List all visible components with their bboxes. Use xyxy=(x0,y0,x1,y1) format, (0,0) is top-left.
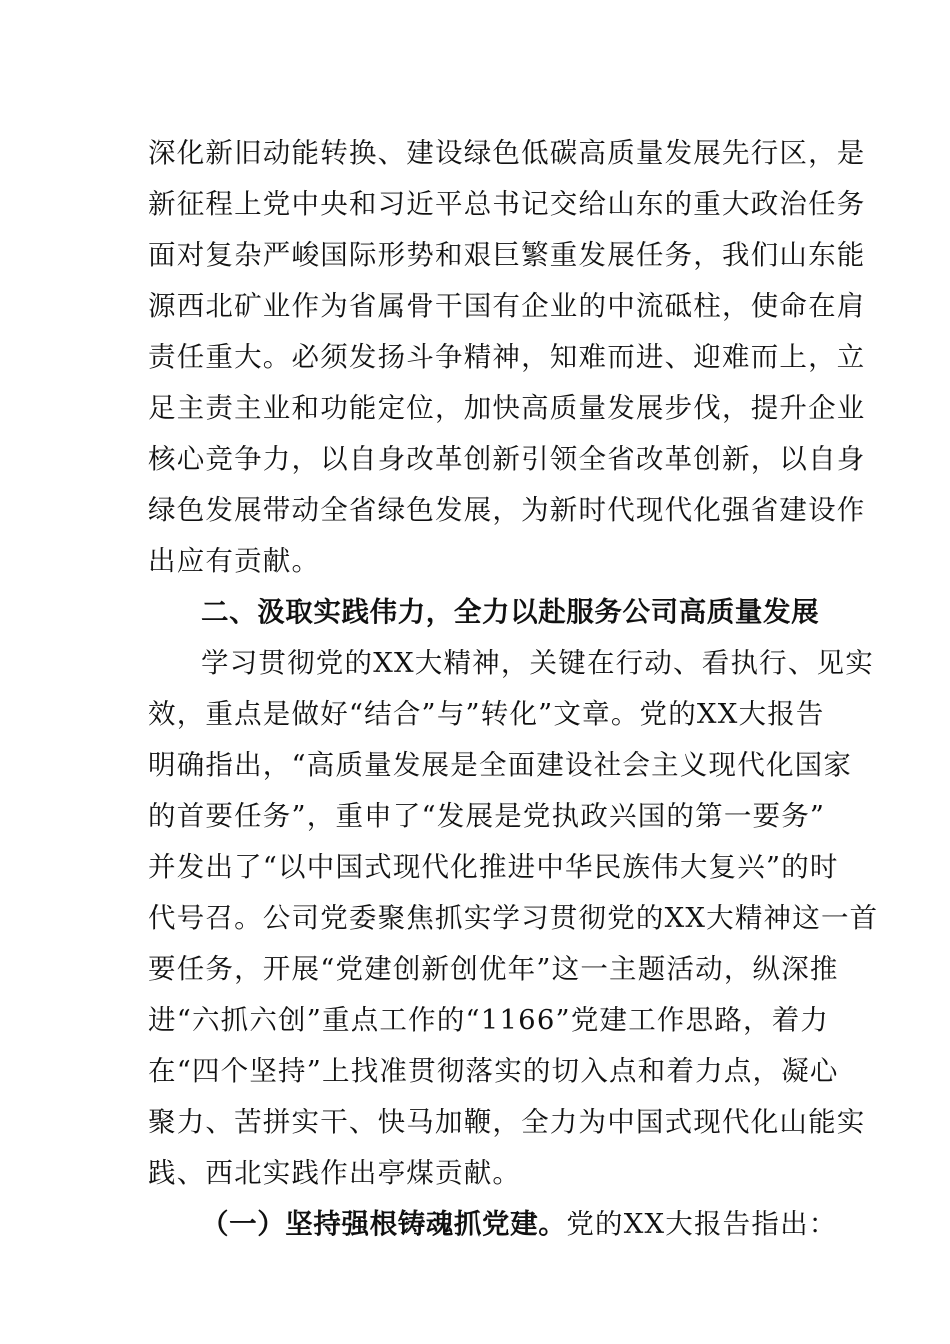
subheading-rest: 党的XX大报告指出： xyxy=(566,1208,838,1240)
paragraph-line: 在“四个坚持”上找准贯彻落实的切入点和着力点，凝心 xyxy=(148,1055,839,1087)
paragraph-line: 践、西北实践作出亭煤贡献。 xyxy=(148,1157,522,1189)
paragraph-line: 代号召。公司党委聚焦抓实学习贯彻党的XX大精神这一首 xyxy=(148,902,879,934)
paragraph-line: 明确指出，“高质量发展是全面建设社会主义现代化国家 xyxy=(148,749,853,781)
paragraph-line: 进“六抓六创”重点工作的“1166”党建工作思路，着力 xyxy=(148,1004,830,1036)
paragraph-line: 学习贯彻党的XX大精神，关键在行动、看执行、见实 xyxy=(201,647,874,679)
paragraph-line: 绿色发展带动全省绿色发展，为新时代现代化强省建设作 xyxy=(148,494,866,526)
paragraph-line: 并发出了“以中国式现代化推进中华民族伟大复兴”的时 xyxy=(148,851,839,883)
paragraph-line: 深化新旧动能转换、建设绿色低碳高质量发展先行区，是 xyxy=(148,137,866,169)
paragraph-line: 责任重大。必须发扬斗争精神，知难而进、迎难而上，立 xyxy=(148,341,866,373)
paragraph-line: 聚力、苦拼实干、快马加鞭，全力为中国式现代化山能实 xyxy=(148,1106,866,1138)
subheading-bold: （一）坚持强根铸魂抓党建。 xyxy=(201,1208,567,1240)
section-heading: 二、汲取实践伟力，全力以赴服务公司高质量发展 xyxy=(201,596,820,628)
paragraph-line: 效，重点是做好“结合”与”转化”文章。党的XX大报告 xyxy=(148,698,825,730)
document-body xyxy=(148,128,879,1250)
paragraph-line: 足主责主业和功能定位，加快高质量发展步伐，提升企业 xyxy=(148,392,866,424)
paragraph-line: 源西北矿业作为省属骨干国有企业的中流砥柱，使命在肩 xyxy=(148,290,866,322)
paragraph-line: 出应有贡献。 xyxy=(148,545,321,577)
paragraph-line: 的首要任务”，重申了“发展是党执政兴国的第一要务” xyxy=(148,800,826,832)
subheading-line xyxy=(148,1199,838,1250)
paragraph-line: 面对复杂严峻国际形势和艰巨繁重发展任务，我们山东能 xyxy=(148,239,866,271)
paragraph-line: 要任务，开展“党建创新创优年”这一主题活动，纵深推 xyxy=(148,953,839,985)
paragraph-line: 核心竞争力，以自身改革创新引领全省改革创新，以自身 xyxy=(148,443,866,475)
paragraph-line: 新征程上党中央和习近平总书记交给山东的重大政治任务 xyxy=(148,188,866,220)
